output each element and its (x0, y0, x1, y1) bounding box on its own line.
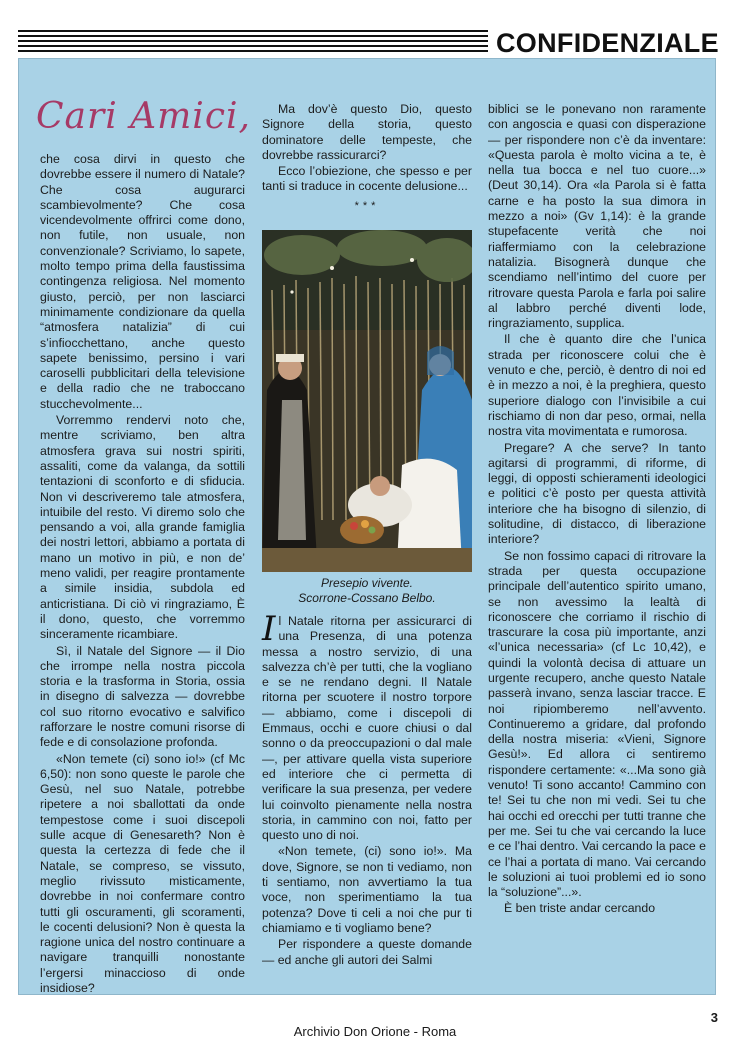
drop-cap: I (262, 609, 276, 649)
header-rule (18, 30, 488, 56)
paragraph: Per rispondere a queste domande — ed anche gli autori dei Salmi (262, 937, 472, 967)
paragraph: «Non temete, (ci) sono io!». Ma dove, Signore, se non ti vediamo, non ti sentiamo, non avvertiamo la tua voce, non sperimentiamo la tua potenza? Dove ti celi a noi che pur ti chiamiamo e ti vogliamo bene? (262, 844, 472, 935)
page-number: 3 (710, 1010, 718, 1025)
paragraph (262, 609, 472, 843)
photo-caption (262, 576, 472, 606)
column-3 (488, 102, 706, 918)
paragraph: che cosa dirvi in questo che dovrebbe essere il numero di Natale? Che cosa augurarci scambievolmente? Che cosa vicendevolmente offrirci come dono, non futile, non usuale, non convenzionale? Scriviamo, lo sapete, molto tempo prima della faustissima contingenza religiosa. Nel momento giusto, perciò, per non lasciarci minimamente condizionare da quella “atmosfera natalizia” di cui s’infiocchettano, anche questo sapete benissimo, persino i vari caroselli pubblicitari della televisione e della radio che ne traboccano stucchevolmente... (40, 152, 245, 411)
paragraph: Vorremmo rendervi noto che, mentre scriviamo, ben altra atmosfera grava sui nostri spiriti, assaliti, come da valanga, da sottili tentazioni di sconforto e di sfiducia. Non vi descriveremo tale atmosfera, intuibile del resto. Vi diremo solo che pensando a voi, alla grande famiglia dei nostri lettori, abbiamo a portata di mano un motivo in più, e non de’ meno validi, per reagire prontamente a simile insidia, subdola ed anticristiana. Di ciò vi ringraziamo, È il dono, questo, che vorremmo sinceramente ricambiare. (40, 413, 245, 642)
caption-line: Scorrone-Cossano Belbo. (298, 591, 436, 605)
caption-line: Presepio vivente. (320, 576, 414, 590)
archive-footer: Archivio Don Orione - Roma (293, 1024, 457, 1039)
paragraph: «Non temete (ci) sono io!» (cf Mc 6,50): non sono queste le parole che Gesù, nel suo Natale, potrebbe ripetere a noi sballottati da onde tempestose come i suoi discepoli sulle acque di Genesareth? Non è questa la certezza di fede che il Natale, se compreso, se vissuto, meglio rivissuto misticamente, dovrebbe in noi confermare contro tutti gli oscuramenti, gli scoramenti, le cocenti delusioni? Non è questa la ragione unica del nostro continuare a navigare tranquilli nonostante l’ergersi minaccioso di onde insidiose? (40, 751, 245, 996)
paragraph: Il che è quanto dire che l’unica strada per riconoscere colui che è venuto e che, perciò, è dentro di noi ed è in mezzo a noi, è la preghiera, questo superiore dialogo con l’invisibile a cui rischiamo di non dar peso, ormai, nella nostra vita movimentata e rumorosa. (488, 332, 706, 439)
column-2-top (262, 102, 472, 214)
nativity-photo (262, 230, 472, 572)
paragraph: Sì, il Natale del Signore — il Dio che irrompe nella nostra piccola storia e la trasforma in Storia, ossia in disegno di salvezza — dovrebbe col suo ritorno evocativo e salvifico rafforzare le nostre comuni risorse di fede e di consolazione profonda. (40, 643, 245, 750)
paragraph: Pregare? A che serve? In tanto agitarsi di programmi, di riforme, di leggi, di opposti schieramenti ideologici e politici c’è posto per questa attività interiore che ha bisogno di silenzio, di solitudine, di distacco, di liberazione interiore? (488, 440, 706, 547)
column-2-bottom (262, 609, 472, 969)
paragraph: Se non fossimo capaci di ritrovare la strada per questa occupazione principale dell’autentico spirito umano, se non avessimo la lealtà di riconoscere che corriamo il rischio di trascurare la cosa più importante, anzi «l’unica necessaria» (cf Lc 10,42), e quindi la volontà decisa di attuare un urgente recupero, anche questo Natale passerà invano, senza lasciar tracce. E noi ripiomberemo nell’avvento. Continueremo a gridare, dal profondo della nostra miseria: «Vieni, Signore Gesù!». Ed allora ci sentiremo rispondere certamente: «...Ma sono già venuto! Ti sono accanto! Cammino con te! Sei tu che non mi vedi. Sei tu che hai occhi ed orecchi per tutti tranne che per me. Sei tu che vai cercando la luce e ce l’hai dentro. Vai cercando la pace e ce l’hai a portata di mano. Vai cercando le soluzioni ai tuoi problemi ed io sono la “soluzione”...». (488, 548, 706, 900)
separator: *** (354, 199, 380, 212)
paragraph: Ecco l’obiezione, che spesso e per tanti si traduce in cocente delusione... (262, 164, 472, 194)
paragraph: biblici se le ponevano non raramente con angoscia e quasi con disperazione — per rispondere non c’è da inventare: «Questa parola è molto vicina a te, è nella tua bocca e nel tuo cuore...» (Deut 30,14). Ora «la Parola si è fatta carne e ha posto la sua dimora in mezzo a noi» (Gv 1,14): è la grande stupefacente verità che noi riaffermiamo con la celebrazione natalizia. Bisognerà dunque che scendiamo nell’intimo del cuore per ritrovare questa Parola e farla poi salire al labbro perché diventi lode, ringraziamento, supplica. (488, 102, 706, 331)
paragraph: È ben triste andar cercando (504, 901, 656, 916)
column-1 (40, 152, 245, 997)
paragraph: Ma dov’è questo Dio, questo Signore della storia, questo dominatore delle tempeste, che dovrebbe rassicurarci? (262, 102, 472, 162)
paragraph-text: l Natale ritorna per assicurarci di una Presenza, di una potenza messa a nostro servizio, di una salvezza ch’è per tutti, che la vogliano e se ne rendano degni. Il Natale ritorna per scuotere il nostro torpore — abbiamo, come i discepoli di Emmaus, occhi e cuore chiusi o dal sonno o da preoccupazioni o dal male —, per attivare quella vista superiore ed interiore che ci permetta di verificare la sua presenza, per vedere lui coinvolto pienamente nella nostra storia, in cammino con noi, fatto per questo uno di noi. (262, 614, 472, 843)
section-title: CONFIDENZIALE (496, 28, 719, 58)
salutation: Cari Amici, (36, 96, 251, 137)
